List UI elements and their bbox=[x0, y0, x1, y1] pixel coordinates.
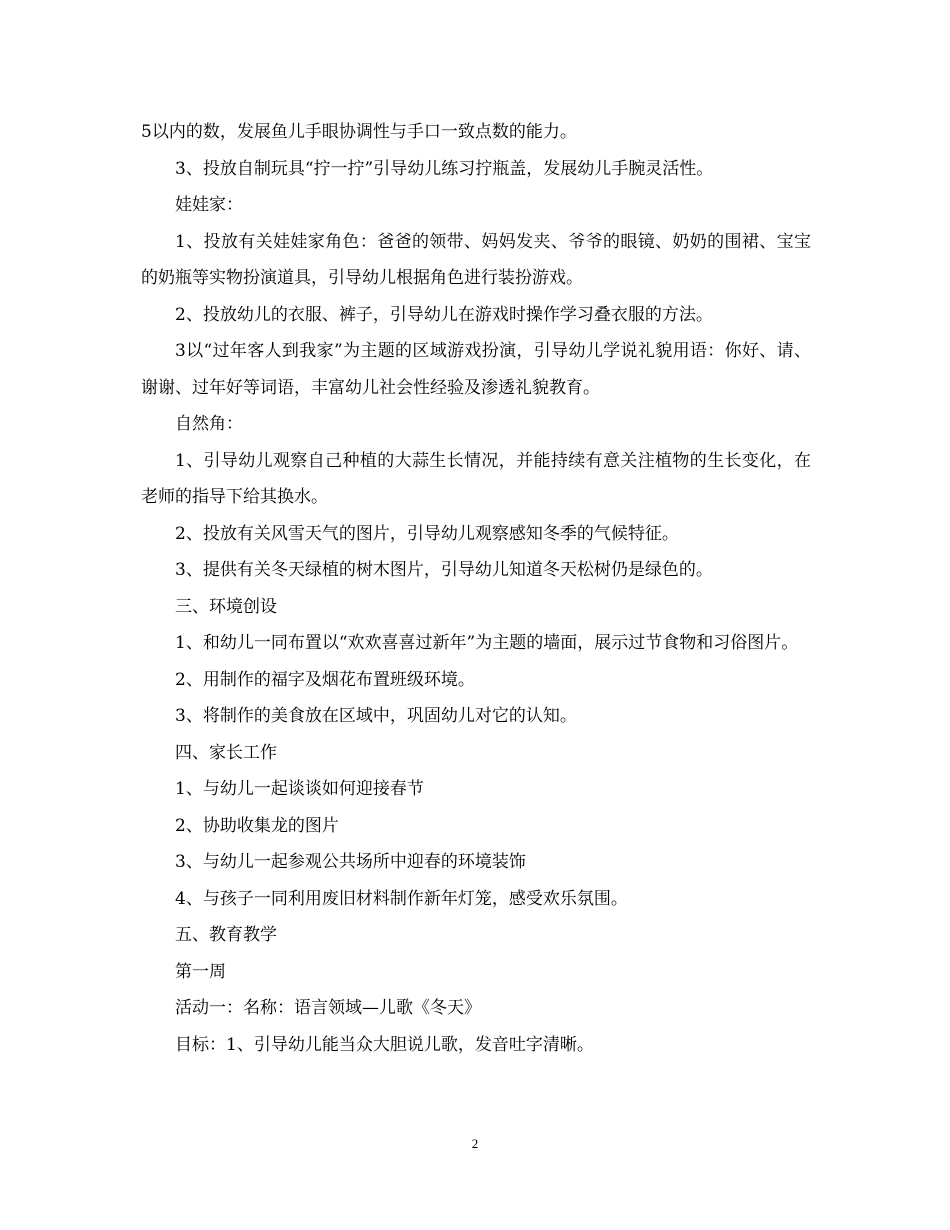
section-subheading-doll-house: 娃娃家： bbox=[175, 195, 243, 215]
paragraph: 2、协助收集龙的图片 bbox=[175, 815, 339, 836]
paragraph: 1、引导幼儿观察自己种植的大蒜生长情况，并能持续有意关注植物的生长变化，在老师的指导下给其换水。 bbox=[141, 450, 811, 507]
week-heading: 第一周 bbox=[175, 961, 226, 982]
paragraph: 3、提供有关冬天绿植的树木图片，引导幼儿知道冬天松树仍是绿色的。 bbox=[175, 560, 713, 580]
paragraph: 2、投放有关风雪天气的图片，引导幼儿观察感知冬季的气候特征。 bbox=[175, 523, 679, 544]
section-heading-teaching: 五、教育教学 bbox=[175, 925, 277, 945]
paragraph: 2、投放幼儿的衣服、裤子，引导幼儿在游戏时操作学习叠衣服的方法。 bbox=[175, 304, 713, 325]
section-subheading-nature-corner: 自然角： bbox=[175, 414, 243, 434]
activity-goal: 目标：1、引导幼儿能当众大胆说儿歌，发音吐字清晰。 bbox=[175, 1034, 594, 1055]
paragraph: 3、与幼儿一起参观公共场所中迎春的环境装饰 bbox=[175, 852, 526, 872]
paragraph: 3、投放自制玩具“拧一拧”引导幼儿练习拧瓶盖，发展幼儿手腕灵活性。 bbox=[175, 158, 714, 179]
page-body bbox=[141, 114, 811, 1063]
activity-title: 活动一：名称：语言领域—儿歌《冬天》 bbox=[175, 998, 481, 1018]
page-number: 2 bbox=[471, 1136, 479, 1151]
paragraph: 4、与孩子一同利用废旧材料制作新年灯笼，感受欢乐氛围。 bbox=[175, 888, 628, 909]
paragraph: 3以“过年客人到我家”为主题的区域游戏扮演，引导幼儿学说礼貌用语：你好、请、谢谢、过年好等词语，丰富幼儿社会性经验及渗透礼貌教育。 bbox=[141, 341, 811, 398]
paragraph: 1、和幼儿一同布置以“欢欢喜喜过新年”为主题的墙面，展示过节食物和习俗图片。 bbox=[175, 633, 799, 653]
paragraph: 3、将制作的美食放在区域中，巩固幼儿对它的认知。 bbox=[175, 706, 577, 726]
paragraph: 1、与幼儿一起谈谈如何迎接春节 bbox=[175, 779, 424, 799]
section-heading-parent-work: 四、家长工作 bbox=[175, 742, 277, 763]
paragraph: 1、投放有关娃娃家角色：爸爸的领带、妈妈发夹、爷爷的眼镜、奶奶的围裙、宝宝的奶瓶等实物扮演道具，引导幼儿根据角色进行装扮游戏。 bbox=[141, 231, 811, 288]
paragraph-continuation: 5以内的数，发展鱼儿手眼协调性与手口一致点数的能力。 bbox=[141, 122, 577, 142]
paragraph: 2、用制作的福字及烟花布置班级环境。 bbox=[175, 669, 475, 690]
section-heading-environment: 三、环境创设 bbox=[175, 596, 277, 617]
